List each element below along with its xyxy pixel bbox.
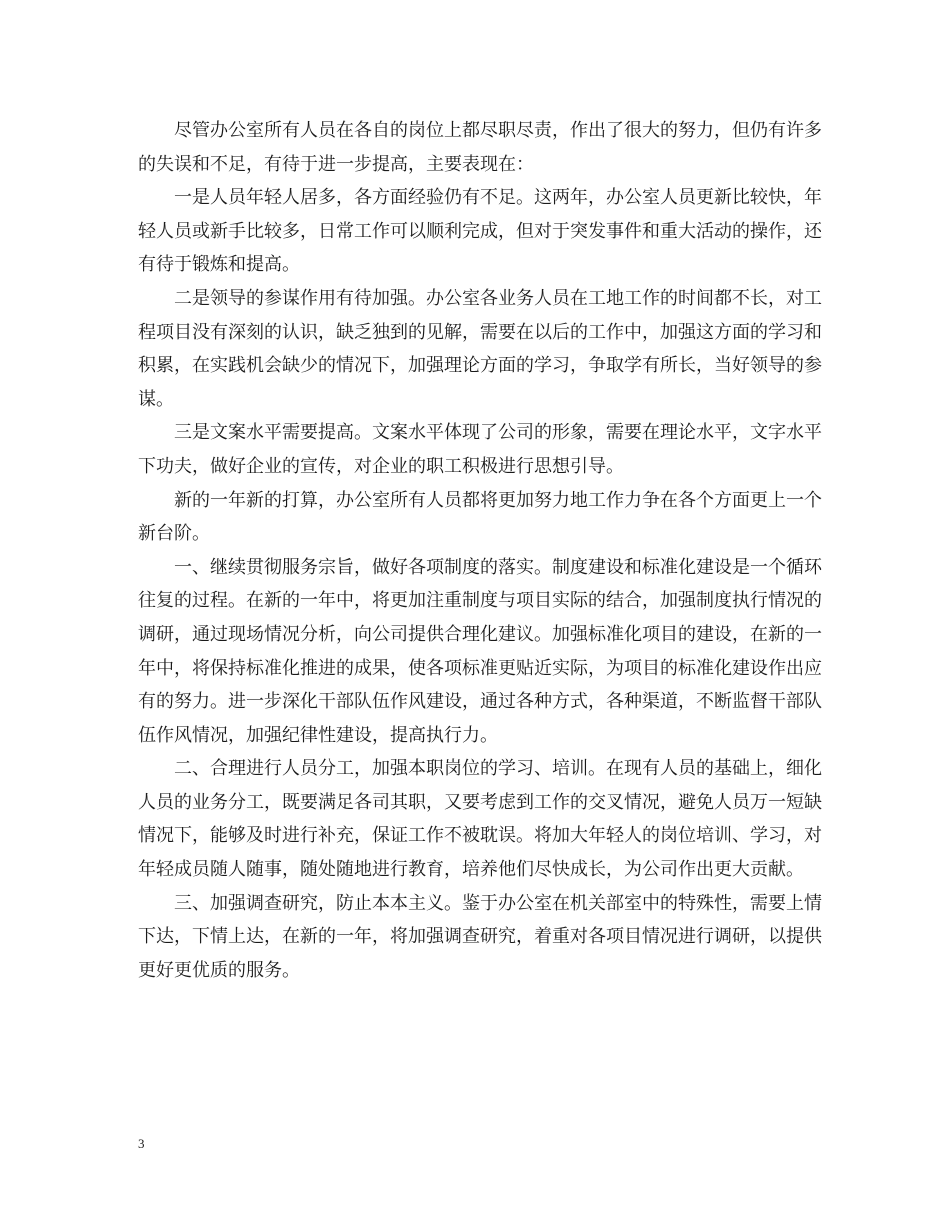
paragraph-plan-1: 一、继续贯彻服务宗旨，做好各项制度的落实。制度建设和标准化建设是一个循环往复的过程。在新的一年中，将更加注重制度与项目实际的结合，加强制度执行情况的调研，通过现场情况分析，向公司提供合理化建议。加强标准化项目的建设，在新的一年中，将保持标准化推进的成果，使各项标准更贴近实际，为项目的标准化建设作出应有的努力。进一步深化干部队伍作风建设，通过各种方式，各种渠道，不断监督干部队伍作风情况，加强纪律性建设，提高执行力。 — [138, 556, 822, 746]
paragraph-problem-2: 二是领导的参谋作用有待加强。办公室各业务人员在工地工作的时间都不长，对工程项目没有深刻的认识，缺乏独到的见解，需要在以后的工作中，加强这方面的学习和积累，在实践机会缺少的情况下，加强理论方面的学习，争取学有所长，当好领导的参谋。 — [138, 287, 822, 410]
paragraph-plan-2: 二、合理进行人员分工，加强本职岗位的学习、培训。在现有人员的基础上，细化人员的业务分工，既要满足各司其职，又要考虑到工作的交叉情况，避免人员万一短缺情况下，能够及时进行补充，保证工作不被耽误。将加大年轻人的岗位培训、学习，对年轻成员随人随事，随处随地进行教育，培养他们尽快成长，为公司作出更大贡献。 — [138, 758, 822, 881]
document-body — [138, 114, 822, 987]
paragraph-plan-3: 三、加强调查研究，防止本本主义。鉴于办公室在机关部室中的特殊性，需要上情下达，下情上达，在新的一年，将加强调查研究，着重对各项目情况进行调研，以提供更好更优质的服务。 — [138, 892, 822, 981]
page-number: 3 — [138, 1136, 145, 1151]
paragraph-problems-intro: 尽管办公室所有人员在各自的岗位上都尽职尽责，作出了很大的努力，但仍有许多的失误和不足，有待于进一步提高，主要表现在： — [138, 120, 822, 175]
paragraph-plan-intro: 新的一年新的打算，办公室所有人员都将更加努力地工作力争在各个方面更上一个新台阶。 — [138, 489, 822, 545]
paragraph-problem-3: 三是文案水平需要提高。文案水平体现了公司的形象，需要在理论水平，文字水平下功夫，做好企业的宣传，对企业的职工积极进行思想引导。 — [138, 422, 822, 477]
paragraph-problem-1: 一是人员年轻人居多，各方面经验仍有不足。这两年，办公室人员更新比较快，年轻人员或新手比较多，日常工作可以顺利完成，但对于突发事件和重大活动的操作，还有待于锻炼和提高。 — [138, 187, 822, 276]
